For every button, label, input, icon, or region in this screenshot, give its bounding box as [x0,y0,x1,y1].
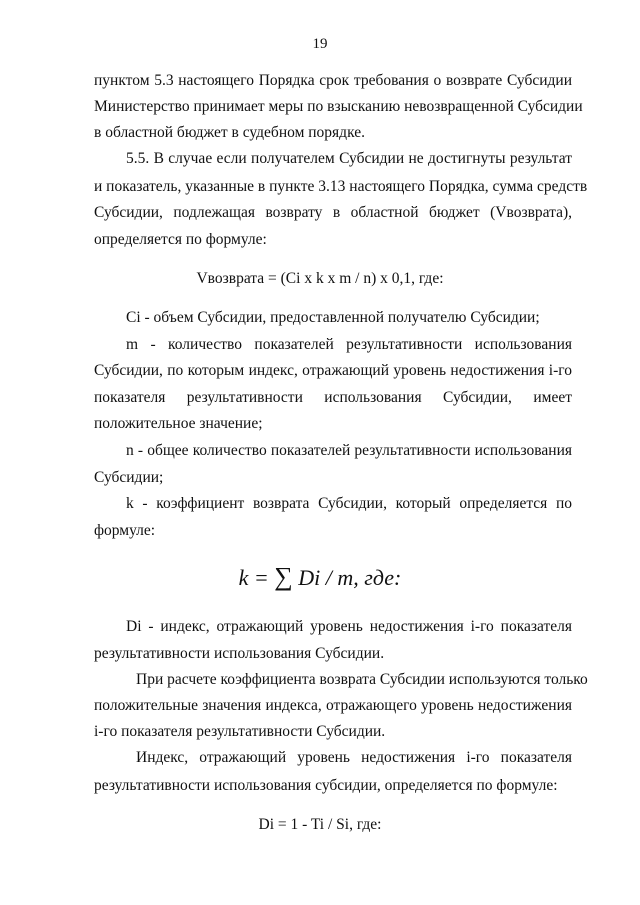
formula-k [0,563,640,592]
text-line: положительное значение; [94,415,263,432]
text-line: результативности использования субсидии, определяется по формуле: [94,777,558,794]
paragraph-first-line: 5.5. В случае если получателем Субсидии не достигнуты результат [126,150,572,167]
paragraph-first-line: Индекс, отражающий уровень недостижения i-го показателя [136,749,572,766]
page-number: 19 [312,36,328,52]
definition-n: n - общее количество показателей результативности использования [126,442,572,459]
sum-icon: ∑ [274,562,293,591]
formula-vvozvrata: Vвозврата = (Ci x k x m / n) x 0,1, где: [196,270,444,287]
text-line: Министерство принимает меры по взысканию невозвращенной Субсидии [94,98,583,115]
text-line: i-го показателя результативности Субсидии. [94,723,386,740]
formula-di: Di = 1 - Ti / Si, где: [258,816,382,833]
text-line: формуле: [94,522,156,539]
text-line: Субсидии, подлежащая возврату в областной бюджет (Vвозврата), [94,204,572,221]
formula-k-lhs: k = [238,565,269,590]
definition-ci: Ci - объем Субсидии, предоставленной получателю Субсидии; [126,309,540,326]
formula-k-rhs: Di / m, где: [298,565,402,590]
text-line: в областной бюджет в судебном порядке. [94,124,365,141]
text-line: положительные значения индекса, отражающего уровень недостижения [94,697,572,714]
text-line: пунктом 5.3 настоящего Порядка срок требования о возврате Субсидии [94,72,572,89]
text-line: показателя результативности использования Субсидии, имеет [94,389,572,406]
paragraph-first-line: При расчете коэффициента возврата Субсидии используются только [136,671,588,688]
text-line: определяется по формуле: [94,231,267,248]
definition-di: Di - индекс, отражающий уровень недостижения i-го показателя [126,618,572,635]
text-line: Субсидии; [94,469,164,486]
definition-k: k - коэффициент возврата Субсидии, который определяется по [126,495,572,512]
definition-m: m - количество показателей результативности использования [126,336,572,353]
text-line: результативности использования Субсидии. [94,645,385,662]
text-line: Субсидии, по которым индекс, отражающий уровень недостижения i-го [94,362,572,379]
text-line: и показатель, указанные в пункте 3.13 настоящего Порядка, сумма средств [94,178,588,195]
